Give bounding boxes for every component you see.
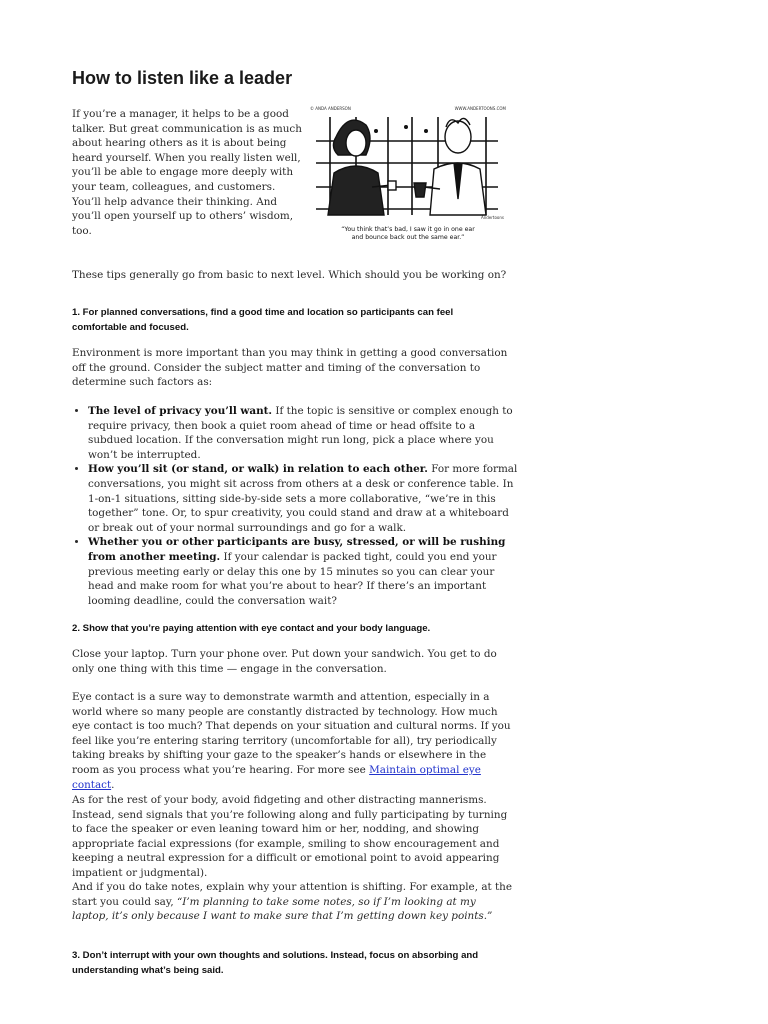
section-1-bullet-list: [72, 404, 520, 608]
section-2-paragraph-1: Close your laptop. Turn your phone over. Put down your sandwich. You get to do only one thing with this time — engage in the conversation.: [72, 648, 497, 675]
cartoon-caption-line1: “You think that’s bad, I saw it go in one ear: [341, 226, 475, 233]
paragraph-text: Eye contact is a sure way to demonstrate warmth and attention, especially in a world where so many people are constantly distracted by technology. How much eye contact is too much? That depends on your situation and cultural norms. If you feel like you’re entering staring territory (uncomfortable for all), try periodically taking breaks by shifting your gaze to the speaker’s hands or elsewhere in the room as you process what you’re hearing. For more see: [72, 691, 511, 776]
tips-intro-paragraph: These tips generally go from basic to next level. Which should you be working on?: [72, 269, 507, 281]
cartoon-signature: Andertoons: [481, 215, 504, 220]
section-1-heading: 1. For planned conversations, find a good time and location so participants can feel comfortable and focused.: [72, 307, 454, 333]
paragraph-end: .: [111, 778, 115, 791]
bullet-text: If the topic is sensitive or complex enough to require privacy, then book a quiet room ahead of time or head offsite to a subdued location. If the conversation might run long, pick a place where you won’t be interrupted.: [88, 405, 513, 461]
section-2-paragraph-3: As for the rest of your body, avoid fidgeting and other distracting mannerisms. Instead, send signals that you’re following along and fully participating by turning to face the speaker or even leaning toward him or her, nodding, and showing appropriate facial expressions (for example, smiling to show encouragement and keeping a neutral expression for a difficult or emotional point to avoid appearing impatient or judgmental).: [72, 794, 508, 879]
intro-paragraph: If you’re a manager, it helps to be a good talker. But great communication is as much about hearing others as it is about being heard yourself. When you really listen well, you’ll be able to engage more deeply with your team, colleagues, and customers. You’ll help advance their thinking. And you’ll open yourself up to others’ wisdom, too.: [72, 108, 302, 237]
section-3-heading: 3. Don’t interrupt with your own thoughts and solutions. Instead, focus on absorbing and understanding what’s being said.: [72, 950, 479, 976]
section-2-paragraph-4: [72, 880, 512, 924]
cartoon-credit-left: © ANDA ANDERSON: [310, 106, 351, 111]
cartoon-caption-line2: and bounce back out the same ear.”: [351, 234, 465, 241]
list-item: [88, 462, 520, 535]
article-title: How to listen like a leader: [72, 68, 293, 88]
notes-quote: “I’m planning to take some notes, so if I’m looking at my laptop, it’s only because I want to make sure that I’m getting down key points.”: [72, 895, 493, 923]
list-item: [88, 404, 520, 462]
section-1-body: Environment is more important than you may think in getting a good conversation off the ground. Consider the subject matter and timing of the conversation to determine such factors as:: [72, 347, 508, 389]
cartoon-illustration: [308, 103, 508, 247]
bullet-text: If your calendar is packed tight, could you end your previous meeting early or delay this one by 15 minutes so you can clear your head and make room for what you’re about to hear? If there’s an important looming deadline, could the conversation wait?: [88, 550, 497, 607]
section-2-paragraph-2: [72, 690, 512, 792]
section-2-heading: 2. Show that you’re paying attention with eye contact and your body language.: [72, 623, 431, 634]
eye-contact-link[interactable]: Maintain optimal eye contact: [72, 763, 481, 791]
paragraph-text: And if you do take notes, explain why your attention is shifting. For example, at the start you could say,: [72, 881, 513, 908]
list-item: [88, 535, 520, 608]
bullet-lead: The level of privacy you’ll want.: [88, 405, 273, 417]
bullet-lead: How you’ll sit (or stand, or walk) in relation to each other.: [88, 463, 428, 476]
bullet-lead: Whether you or other participants are busy, stressed, or will be rushing from another meeting.: [88, 536, 506, 563]
cartoon-credit-right: WWW.ANDERTOONS.COM: [454, 106, 506, 111]
bullet-text: For more formal conversations, you might sit across from others at a desk or conference table. In 1-on-1 situations, sitting side-by-side sets a more collaborative, “we’re in this together” tone. Or, to spur creativity, you could stand and draw at a whiteboard or break out of your normal surroundings and go for a walk.: [88, 463, 518, 534]
